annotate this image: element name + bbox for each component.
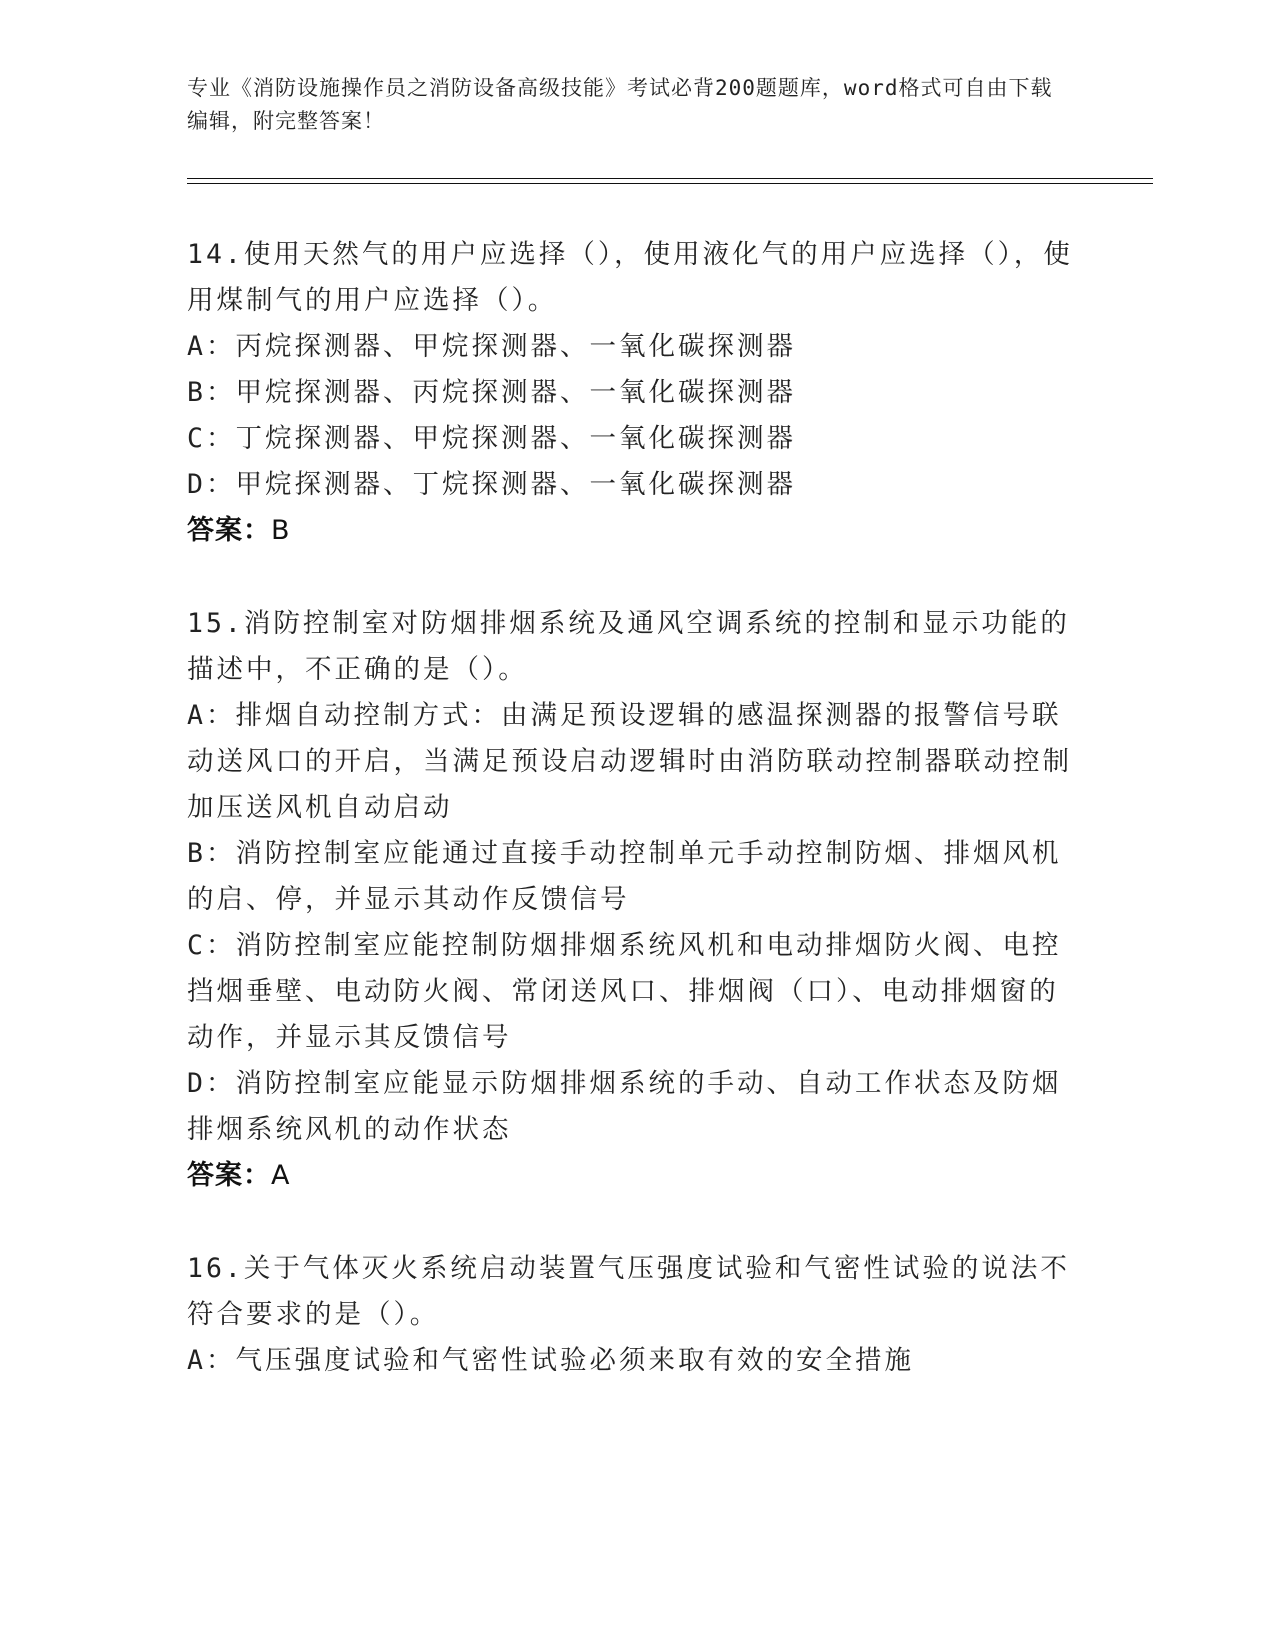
question-stem: 16.关于气体灭火系统启动装置气压强度试验和气密性试验的说法不符合要求的是（）。	[187, 1253, 1070, 1330]
header-divider-bottom	[187, 183, 1153, 184]
option-d: D：消防控制室应能显示防烟排烟系统的手动、自动工作状态及防烟排烟系统风机的动作状态	[187, 1068, 1062, 1145]
question-14	[187, 232, 1082, 554]
question-16	[187, 1246, 1082, 1384]
option-b: B：消防控制室应能通过直接手动控制单元手动控制防烟、排烟风机的启、停，并显示其动作反馈信号	[187, 838, 1062, 915]
header-divider-top	[187, 178, 1153, 179]
answer-line	[187, 1153, 1082, 1199]
answer-value: A	[271, 1160, 291, 1191]
question-stem: 15.消防控制室对防烟排烟系统及通风空调系统的控制和显示功能的描述中，不正确的是（）。	[187, 608, 1070, 685]
option-d: D：甲烷探测器、丁烷探测器、一氧化碳探测器	[187, 469, 796, 500]
answer-value: B	[271, 515, 291, 546]
option-a: A：丙烷探测器、甲烷探测器、一氧化碳探测器	[187, 331, 796, 362]
option-c: C：消防控制室应能控制防烟排烟系统风机和电动排烟防火阀、电控挡烟垂壁、电动防火阀、常闭送风口、排烟阀（口）、电动排烟窗的动作，并显示其反馈信号	[187, 930, 1062, 1053]
question-15	[187, 601, 1082, 1199]
option-b: B：甲烷探测器、丙烷探测器、一氧化碳探测器	[187, 377, 796, 408]
question-list	[187, 232, 1082, 1431]
answer-line	[187, 508, 1082, 554]
answer-label: 答案：	[187, 515, 271, 546]
option-c: C：丁烷探测器、甲烷探测器、一氧化碳探测器	[187, 423, 796, 454]
question-stem: 14.使用天然气的用户应选择（），使用液化气的用户应选择（），使用煤制气的用户应选择（）。	[187, 239, 1073, 316]
answer-label: 答案：	[187, 1160, 271, 1191]
option-a: A：排烟自动控制方式：由满足预设逻辑的感温探测器的报警信号联动送风口的开启，当满足预设启动逻辑时由消防联动控制器联动控制加压送风机自动启动	[187, 700, 1072, 823]
option-a: A：气压强度试验和气密性试验必须来取有效的安全措施	[187, 1345, 914, 1376]
document-header: 专业《消防设施操作员之消防设备高级技能》考试必背200题题库，word格式可自由下载编辑，附完整答案！	[187, 76, 1053, 133]
